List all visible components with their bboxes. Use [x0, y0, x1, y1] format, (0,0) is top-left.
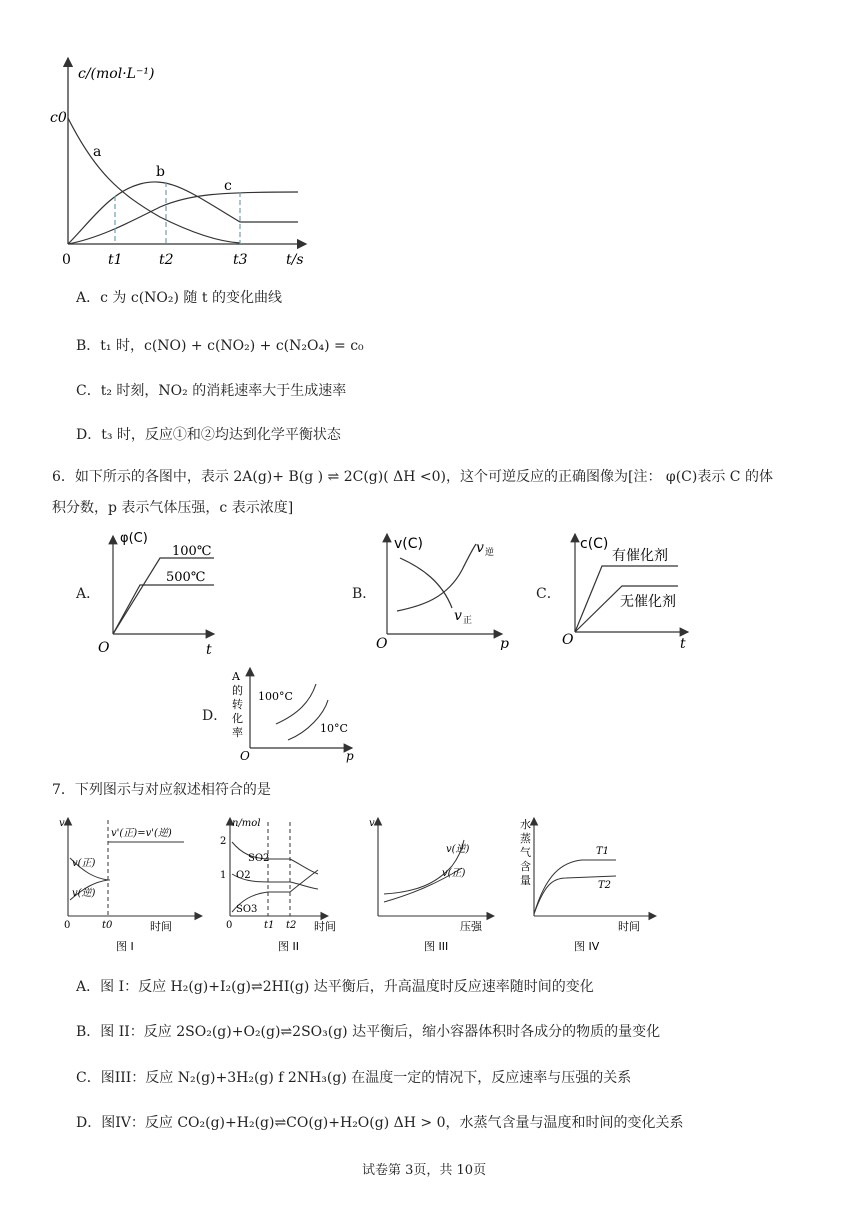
x-axis-label: t/s: [286, 252, 304, 268]
svg-text:SO2: SO2: [248, 853, 270, 864]
origin-label: 0: [62, 252, 71, 268]
svg-text:v(C): v(C): [394, 536, 423, 552]
q7-figure-4: [516, 814, 666, 956]
curve-label-b: b: [156, 164, 165, 180]
svg-text:t: t: [206, 642, 212, 658]
svg-text:v: v: [59, 818, 65, 829]
svg-text:v(逆): v(逆): [446, 844, 470, 855]
svg-text:量: 量: [520, 874, 531, 887]
y-axis-label: c/(mol·L⁻¹): [78, 66, 155, 82]
q6-stem-line1: 6．如下所示的各图中，表示 2A(g)+ B(g ) ⇌ 2C(g)( ΔH <0)，这个可逆反应的正确图像为[注： φ(C)表示 C 的体: [52, 469, 773, 485]
q6-label-c: C．: [536, 586, 561, 602]
svg-text:v(正): v(正): [72, 858, 96, 869]
q7-figure-3: [366, 814, 516, 956]
svg-text:的: 的: [232, 684, 243, 697]
svg-text:c(C): c(C): [580, 536, 609, 552]
curve-label-c: c: [224, 178, 232, 194]
q6-graph-d: [228, 664, 368, 764]
q6-stem-line2: 积分数，p 表示气体压强，c 表示浓度]: [52, 500, 294, 516]
svg-text:0: 0: [226, 920, 233, 931]
q5-option-a: A．c 为 c(NO₂) 随 t 的变化曲线: [76, 290, 282, 306]
svg-text:O: O: [376, 636, 388, 650]
q6-graph-a: [96, 528, 226, 658]
svg-text:图 IV: 图 IV: [574, 940, 600, 953]
svg-text:T2: T2: [598, 880, 612, 891]
svg-text:水: 水: [520, 818, 531, 831]
q5-option-b: B．t₁ 时，c(NO) + c(NO₂) + c(N₂O₄) = c₀: [76, 338, 364, 354]
q6-label-b: B．: [352, 586, 377, 602]
svg-text:v: v: [454, 608, 462, 624]
svg-text:t2: t2: [286, 920, 297, 931]
svg-text:含: 含: [520, 860, 531, 873]
svg-text:蒸: 蒸: [520, 832, 531, 845]
q7-option-c: C．图III：反应 N₂(g)+3H₂(g) f 2NH₃(g) 在温度一定的情况下，反应速率与压强的关系: [76, 1070, 632, 1086]
svg-text:时间: 时间: [314, 920, 336, 933]
svg-text:图 II: 图 II: [278, 940, 299, 953]
svg-text:正: 正: [463, 616, 473, 626]
svg-text:无催化剂: 无催化剂: [620, 594, 676, 610]
svg-text:率: 率: [232, 726, 243, 739]
svg-text:v(正): v(正): [442, 868, 466, 879]
q7-option-d: D．图IV：反应 CO₂(g)+H₂(g)⇌CO(g)+H₂O(g) ΔH > 0，水蒸气含量与温度和时间的变化关系: [76, 1115, 684, 1131]
svg-text:化: 化: [232, 712, 243, 725]
q7-stem: 7．下列图示与对应叙述相符合的是: [52, 782, 271, 798]
x-tick-t2: t2: [159, 252, 174, 268]
q5-option-c: C．t₂ 时刻，NO₂ 的消耗速率大于生成速率: [76, 383, 347, 399]
svg-text:T1: T1: [596, 846, 610, 857]
svg-text:时间: 时间: [618, 920, 640, 933]
svg-text:逆: 逆: [485, 548, 495, 558]
q6-graph-b: [372, 530, 522, 650]
svg-text:v: v: [476, 540, 484, 556]
svg-text:有催化剂: 有催化剂: [612, 548, 668, 564]
svg-text:100°C: 100°C: [258, 690, 293, 703]
svg-text:O: O: [562, 632, 574, 648]
q7-option-a: A．图 I：反应 H₂(g)+I₂(g)⇌2HI(g) 达平衡后，升高温度时反应速率随时间的变化: [76, 979, 594, 995]
curve-c: [68, 192, 298, 244]
page-footer: 试卷第 3页，共 10页: [362, 1163, 487, 1178]
svg-text:v(逆): v(逆): [72, 888, 96, 899]
svg-text:p: p: [346, 749, 354, 763]
q6-graph-c: [560, 530, 700, 650]
svg-text:图 I: 图 I: [116, 940, 134, 953]
svg-text:O2: O2: [236, 870, 251, 881]
svg-text:t: t: [680, 636, 686, 650]
svg-text:v: v: [369, 818, 375, 829]
svg-text:100℃: 100℃: [172, 544, 212, 559]
svg-text:0: 0: [64, 920, 71, 931]
curve-label-a: a: [93, 144, 102, 160]
reaction-concentration-graph: [40, 52, 320, 272]
x-tick-t3: t3: [233, 252, 248, 268]
svg-text:时间: 时间: [150, 920, 172, 933]
svg-text:500℃: 500℃: [166, 570, 206, 585]
svg-text:图 III: 图 III: [424, 940, 449, 953]
svg-text:v'(正)=v'(逆): v'(正)=v'(逆): [111, 828, 172, 839]
svg-text:10°C: 10°C: [320, 722, 348, 735]
x-tick-t1: t1: [108, 252, 123, 268]
q7-option-b: B．图 II：反应 2SO₂(g)+O₂(g)⇌2SO₃(g) 达平衡后，缩小容器体积时各成分的物质的量变化: [76, 1024, 661, 1040]
q6-label-d: D．: [202, 708, 228, 724]
q7-figure-1: [56, 814, 206, 956]
svg-text:1: 1: [220, 870, 227, 881]
svg-text:t0: t0: [102, 920, 113, 931]
q6-label-a: A．: [76, 586, 101, 602]
svg-text:转: 转: [232, 698, 243, 711]
curve-b: [68, 182, 298, 244]
svg-text:p: p: [500, 636, 509, 650]
svg-text:2: 2: [220, 836, 227, 847]
curve-a: [68, 118, 240, 243]
y-tick-c0: c0: [50, 110, 67, 126]
q7-figure-2: [218, 814, 368, 956]
svg-text:n/mol: n/mol: [232, 818, 261, 829]
svg-text:A: A: [232, 670, 240, 683]
svg-text:t1: t1: [264, 920, 275, 931]
svg-text:φ(C): φ(C): [120, 531, 148, 546]
svg-text:气: 气: [520, 846, 531, 859]
q5-option-d: D．t₃ 时，反应①和②均达到化学平衡状态: [76, 427, 341, 443]
svg-text:O: O: [98, 640, 110, 656]
svg-text:SO3: SO3: [236, 904, 258, 915]
svg-text:压强: 压强: [460, 920, 482, 933]
svg-text:O: O: [240, 749, 250, 763]
